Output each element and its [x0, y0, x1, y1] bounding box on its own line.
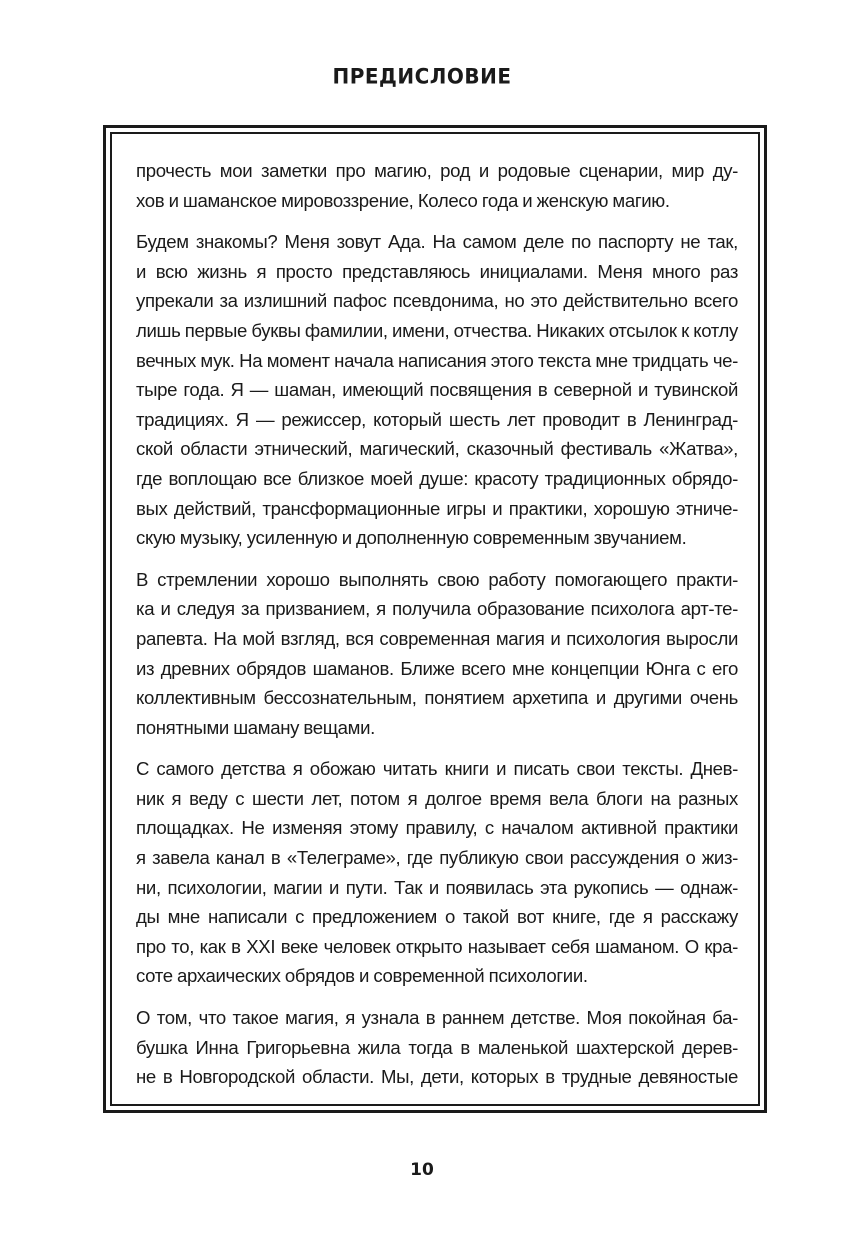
text-line: ни, психологии, магии и пути. Так и появилась эта рукопись — однаж- [136, 876, 738, 898]
text-line: из древних обрядов шаманов. Ближе всего мне концепции Юнга с его [136, 657, 738, 679]
text-line: Будем знакомы? Меня зовут Ада. На самом деле по паспорту не так, [136, 231, 738, 253]
paragraph-5 [136, 1003, 738, 1092]
text-line: коллективным бессознательным, понятием архетипа и другими очень [136, 687, 738, 709]
text-line: вых действий, трансформационные игры и практики, хорошую этниче- [136, 497, 738, 519]
text-line: понятными шаману вещами. [136, 716, 375, 738]
text-line: соте архаических обрядов и современной психологии. [136, 965, 588, 987]
text-line: вечных мук. На момент начала написания этого текста мне тридцать че- [136, 349, 738, 371]
text-line: лишь первые буквы фамилии, имени, отчества. Никаких отсылок к котлу [136, 319, 738, 341]
text-line: С самого детства я обожаю читать книги и писать свои тексты. Днев- [136, 758, 738, 780]
text-line: хов и шаманское мировоззрение, Колесо года и женскую магию. [136, 189, 670, 211]
text-line: прочесть мои заметки про магию, род и родовые сценарии, мир ду- [136, 160, 738, 181]
text-line: про то, как в XXI веке человек открыто называет себя шаманом. О кра- [136, 935, 738, 957]
running-header: ПРЕДИСЛОВИЕ [332, 63, 512, 89]
text-line: тыре года. Я — шаман, имеющий посвящения в северной и тувинской [136, 379, 738, 401]
paragraph-3 [136, 565, 738, 743]
text-line: скую музыку, усиленную и дополненную современным звучанием. [136, 527, 687, 549]
text-line: О том, что такое магия, я узнала в раннем детстве. Моя покойная ба- [136, 1007, 738, 1029]
text-line: не в Новгородской области. Мы, дети, которых в трудные девяностые [136, 1066, 738, 1088]
text-line: традициях. Я — режиссер, который шесть лет проводит в Ленинград- [136, 408, 738, 430]
text-line: бушка Инна Григорьевна жила тогда в маленькой шахтерской дерев- [136, 1036, 738, 1058]
text-line: рапевта. На мой взгляд, вся современная магия и психология выросли [136, 627, 738, 649]
text-line: площадках. Не изменяя этому правилу, с началом активной практики [136, 817, 738, 839]
text-line: В стремлении хорошо выполнять свою работу помогающего практи- [136, 568, 738, 590]
text-line: и всю жизнь я просто представляюсь инициалами. Меня много раз [136, 260, 738, 282]
text-line: ской области этнический, магический, сказочный фестиваль «Жатва», [136, 438, 738, 460]
text-line: ка и следуя за призванием, я получила образование психолога арт-те- [136, 598, 738, 620]
paragraph-1 [136, 156, 738, 215]
paragraph-2 [136, 227, 738, 553]
body-text [136, 156, 738, 1104]
page-number: 10 [410, 1160, 434, 1180]
text-line: ник я веду с шести лет, потом я долгое время вела блоги на разных [136, 787, 738, 809]
text-line: я завела канал в «Телеграме», где публикую свои рассуждения о жиз- [136, 847, 738, 869]
paragraph-4 [136, 754, 738, 991]
text-line: где воплощаю все близкое моей душе: красоту традиционных обрядо- [136, 467, 738, 489]
text-line: упрекали за излишний пафос псевдонима, но это действительно всего [136, 290, 738, 312]
text-line: ды мне написали с предложением о такой вот книге, где я расскажу [136, 906, 738, 928]
